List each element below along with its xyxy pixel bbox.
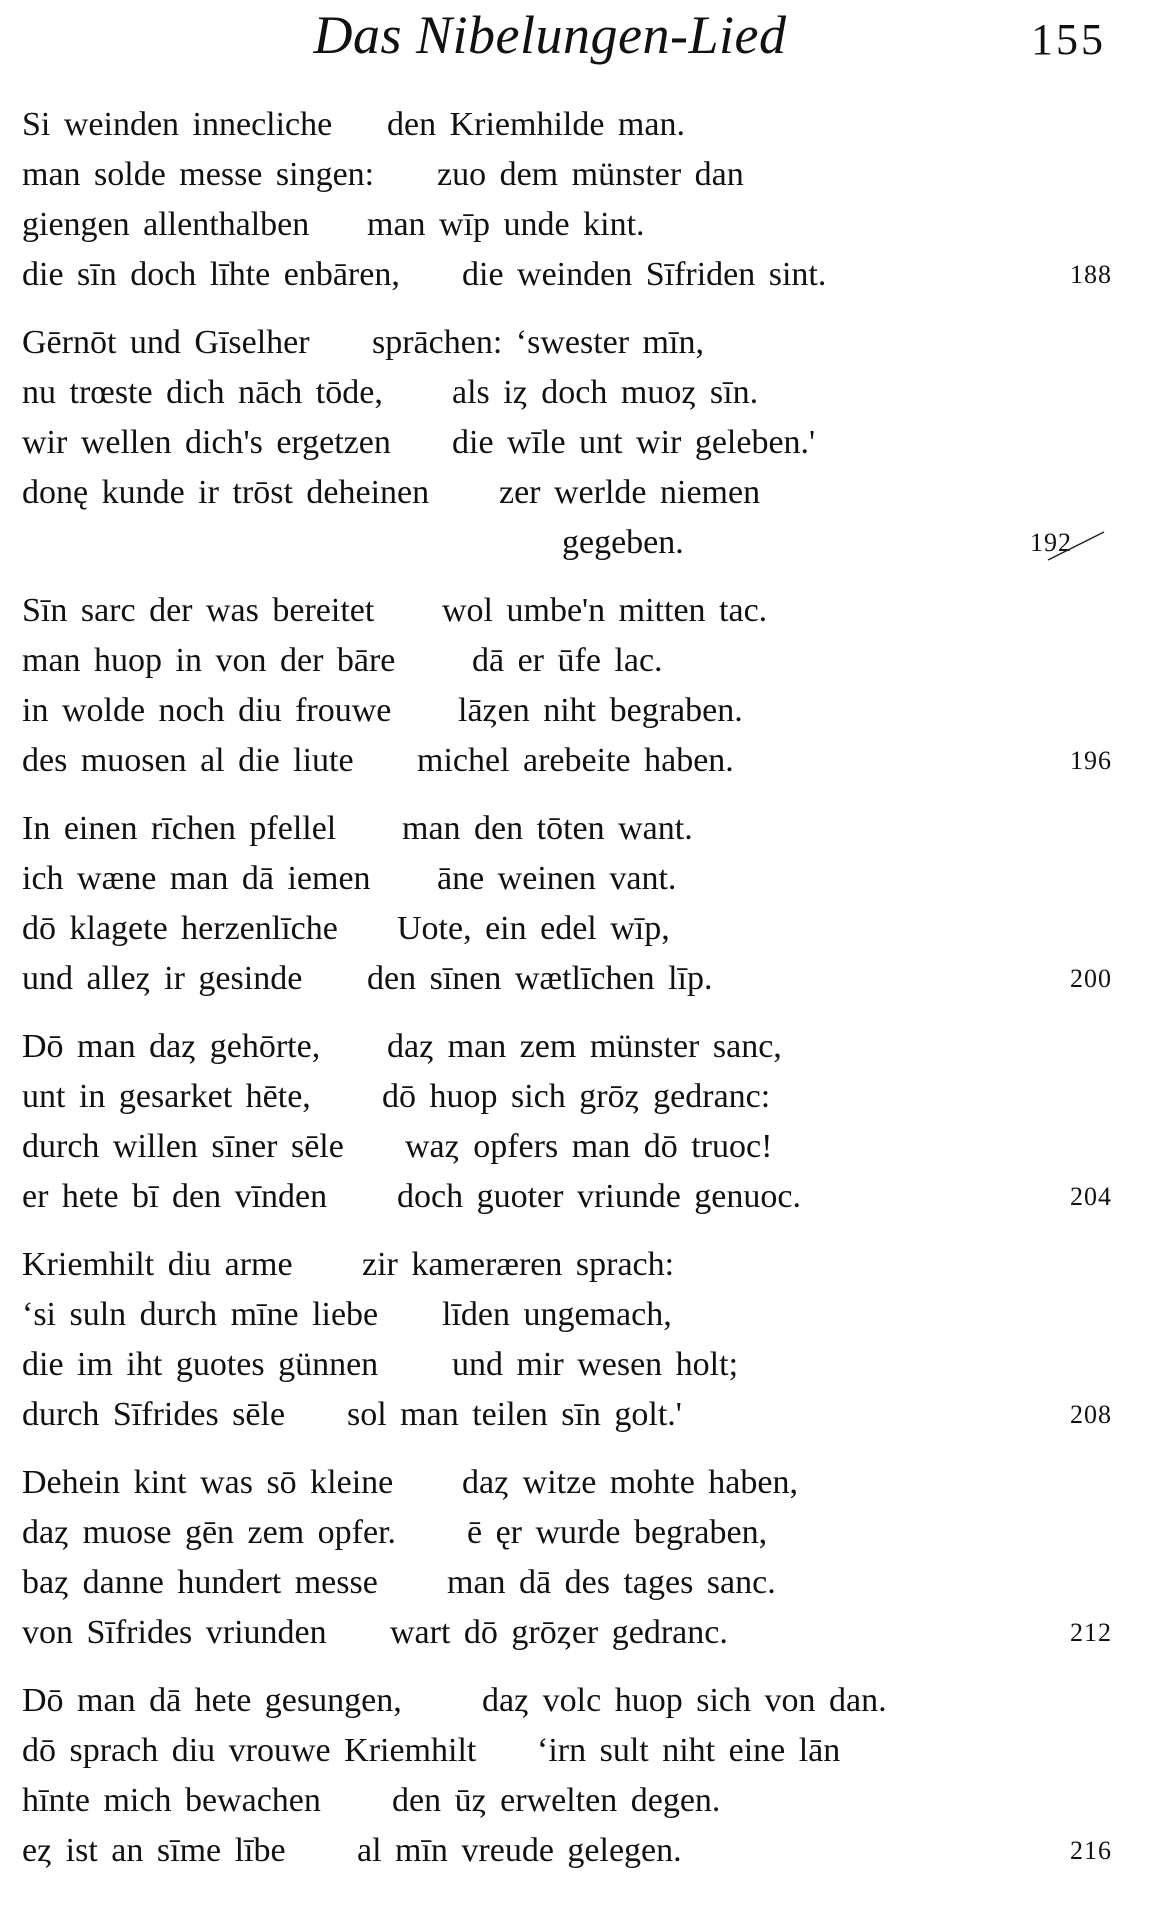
second-half-line: ‘irn sult niht eine lān <box>537 1732 841 1769</box>
verse-line <box>22 1390 1112 1440</box>
second-half-line: michel arebeite haben. <box>417 742 734 779</box>
first-half-line: Dō man dā hete gesungen, <box>22 1682 402 1719</box>
second-half-line: āne weinen vant. <box>437 860 677 897</box>
first-half-line: wir wellen dich's ergetzen <box>22 424 391 461</box>
verse-line <box>22 1172 1112 1222</box>
first-half-line: ich wæne man dā iemen <box>22 860 371 897</box>
line-number: 200 <box>1070 964 1112 993</box>
first-half-line: baȥ danne hundert messe <box>22 1564 378 1601</box>
verse-line <box>22 250 1112 300</box>
second-half-line: wol umbe'n mitten tac. <box>442 592 768 629</box>
second-half-line: sol man teilen sīn golt.' <box>347 1396 682 1433</box>
verse-line <box>22 150 1112 200</box>
line-number: 188 <box>1070 260 1112 289</box>
verse-line <box>22 1340 1112 1390</box>
verse-line <box>22 1676 1112 1726</box>
second-half-line: wart dō grōȥer gedranc. <box>390 1614 728 1651</box>
verse-line <box>22 1558 1112 1608</box>
verse-line <box>22 904 1112 954</box>
verse-line <box>22 1072 1112 1122</box>
verse-line <box>22 1458 1112 1508</box>
page-number: 155 <box>1031 15 1106 64</box>
line-number: 212 <box>1070 1618 1112 1647</box>
verse-line <box>22 686 1112 736</box>
first-half-line: des muosen al die liute <box>22 742 354 779</box>
verse-line <box>22 636 1112 686</box>
verse-line <box>22 1726 1112 1776</box>
stanza <box>22 1676 1112 1876</box>
verse-line <box>22 954 1112 1004</box>
first-half-line: Kriemhilt diu arme <box>22 1246 293 1283</box>
second-half-line: doch guoter vriunde genuoc. <box>397 1178 801 1215</box>
first-half-line: die im iht guotes günnen <box>22 1346 379 1383</box>
second-half-line: und mir wesen holt; <box>452 1346 739 1383</box>
first-half-line: ‘si suln durch mīne liebe <box>22 1296 379 1333</box>
first-half-line: er hete bī den vīnden <box>22 1178 328 1215</box>
second-half-line: den Kriemhilde man. <box>387 106 685 143</box>
first-half-line: Dō man daȥ gehōrte, <box>22 1028 321 1065</box>
second-half-line: gegeben. <box>562 524 684 561</box>
second-half-line: man den tōten want. <box>402 810 693 847</box>
first-half-line: donę kunde ir trōst deheinen <box>22 474 430 511</box>
second-half-line: man dā des tages sanc. <box>447 1564 776 1601</box>
verse-line <box>22 854 1112 904</box>
stanza <box>22 1458 1112 1658</box>
first-half-line: Si weinden innecliche <box>22 106 333 143</box>
second-half-line: dā er ūfe lac. <box>472 642 663 679</box>
verse-line <box>22 1290 1112 1340</box>
second-half-line: dō huop sich grōȥ gedranc: <box>382 1078 771 1115</box>
verse-line <box>22 318 1112 368</box>
verse-line <box>22 200 1112 250</box>
line-number: 204 <box>1070 1182 1112 1211</box>
first-half-line: Dehein kint was sō kleine <box>22 1464 394 1501</box>
first-half-line: eȥ ist an sīme lībe <box>22 1832 286 1869</box>
first-half-line: durch Sīfrides sēle <box>22 1396 286 1433</box>
first-half-line: durch willen sīner sēle <box>22 1128 344 1165</box>
first-half-line: und alleȥ ir gesinde <box>22 960 303 997</box>
verse-line <box>22 736 1112 786</box>
verse-line <box>22 468 1112 518</box>
stanza <box>22 586 1112 786</box>
second-half-line: den ūȥ erwelten degen. <box>392 1782 721 1819</box>
first-half-line: unt in gesarket hēte, <box>22 1078 311 1115</box>
first-half-line: die sīn doch līhte enbāren, <box>22 256 400 293</box>
second-half-line: die wīle unt wir geleben.' <box>452 424 816 461</box>
second-half-line: daȥ volc huop sich von dan. <box>482 1682 887 1719</box>
pencil-mark-icon <box>1046 524 1106 564</box>
verse-line <box>22 804 1112 854</box>
second-half-line: daȥ man zem münster sanc, <box>387 1028 782 1065</box>
first-half-line: dō sprach diu vrouwe Kriemhilt <box>22 1732 477 1769</box>
poem-body <box>22 100 1112 1894</box>
verse-line <box>22 100 1112 150</box>
first-half-line: man huop in von der bāre <box>22 642 396 679</box>
verse-line <box>22 518 1112 568</box>
verse-line <box>22 418 1112 468</box>
second-half-line: die weinden Sīfriden sint. <box>462 256 827 293</box>
first-half-line: giengen allenthalben <box>22 206 310 243</box>
verse-line <box>22 1776 1112 1826</box>
first-half-line: dō klagete herzenlīche <box>22 910 338 947</box>
verse-line <box>22 1122 1112 1172</box>
stanza <box>22 1240 1112 1440</box>
stanza <box>22 318 1112 568</box>
second-half-line: zuo dem münster dan <box>437 156 744 193</box>
first-half-line: In einen rīchen pfellel <box>22 810 337 847</box>
first-half-line: Gērnōt und Gīselher <box>22 324 310 361</box>
second-half-line: līden ungemach, <box>442 1296 672 1333</box>
second-half-line: daȥ witze mohte haben, <box>462 1464 798 1501</box>
stanza <box>22 1022 1112 1222</box>
stanza <box>22 804 1112 1004</box>
line-number: 216 <box>1070 1836 1112 1865</box>
second-half-line: lāȥen niht begraben. <box>458 692 743 729</box>
verse-line <box>22 586 1112 636</box>
second-half-line: ē ęr wurde begraben, <box>467 1514 768 1551</box>
stanza <box>22 100 1112 300</box>
first-half-line: nu trœste dich nāch tōde, <box>22 374 383 411</box>
running-title: Das Nibelungen-Lied <box>313 5 787 65</box>
first-half-line: hīnte mich bewachen <box>22 1782 321 1819</box>
second-half-line: zer werlde niemen <box>499 474 761 511</box>
verse-line <box>22 1508 1112 1558</box>
second-half-line: waȥ opfers man dō truoc! <box>405 1128 773 1165</box>
verse-line <box>22 1826 1112 1876</box>
first-half-line: von Sīfrides vriunden <box>22 1614 327 1651</box>
second-half-line: zir kameræren sprach: <box>362 1246 675 1283</box>
verse-line <box>22 1022 1112 1072</box>
second-half-line: als iȥ doch muoȥ sīn. <box>452 374 759 411</box>
second-half-line: Uote, ein edel wīp, <box>397 910 670 947</box>
first-half-line: man solde messe singen: <box>22 156 375 193</box>
second-half-line: man wīp unde kint. <box>367 206 645 243</box>
verse-line <box>22 1608 1112 1658</box>
line-number: 192 <box>1030 528 1072 557</box>
verse-line <box>22 1240 1112 1290</box>
first-half-line: daȥ muose gēn zem opfer. <box>22 1514 397 1551</box>
second-half-line: den sīnen wætlīchen līp. <box>367 960 713 997</box>
line-number: 208 <box>1070 1400 1112 1429</box>
first-half-line: Sīn sarc der was bereitet <box>22 592 375 629</box>
second-half-line: al mīn vreude gelegen. <box>357 1832 682 1869</box>
second-half-line: sprāchen: ‘swester mīn, <box>372 324 704 361</box>
first-half-line: in wolde noch diu frouwe <box>22 692 392 729</box>
line-number: 196 <box>1070 746 1112 775</box>
verse-line <box>22 368 1112 418</box>
